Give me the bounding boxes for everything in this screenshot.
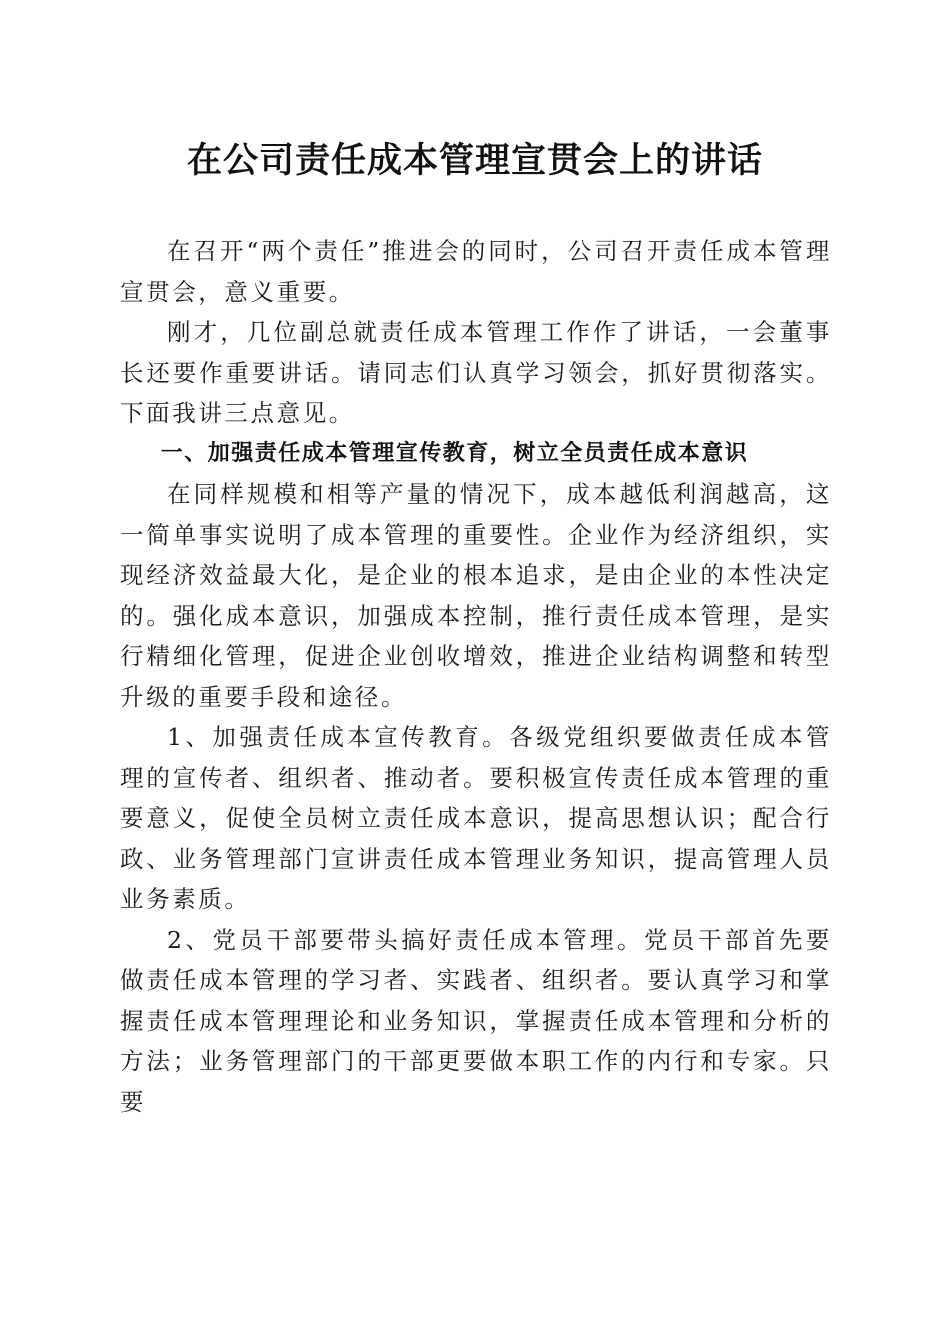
paragraph-intro: 在召开“两个责任”推进会的同时，公司召开责任成本管理宣贯会，意义重要。 [120,237,832,306]
document-body [120,231,832,1122]
page-title: 在公司责任成本管理宣贯会上的讲话 [186,141,763,181]
paragraph-cost-importance: 在同样规模和相等产量的情况下，成本越低利润越高，这一简单事实说明了成本管理的重要性。企业作为经济组织，实现经济效益最大化，是企业的根本追求，是由企业的本性决定的。强化成本意识，加强成本控制，推行责任成本管理，是实行精细化管理，促进企业创收增效，推进企业结构调整和转型升级的重要手段和途径。 [120,480,832,711]
section-heading: 一、加强责任成本管理宣传教育，树立全员责任成本意识 [160,440,749,466]
paragraph-point-2: 2、党员干部要带头搞好责任成本管理。党员干部首先要做责任成本管理的学习者、实践者、组织者。要认真学习和掌握责任成本管理理论和业务知识，掌握责任成本管理和分析的方法；业务管理部门的干部更要做本职工作的内行和专家。只要 [120,925,832,1116]
paragraph-point-1: 1、加强责任成本宣传教育。各级党组织要做责任成本管理的宣传者、组织者、推动者。要积极宣传责任成本管理的重要意义，促使全员树立责任成本意识，提高思想认识；配合行政、业务管理部门宣讲责任成本管理业务知识，提高管理人员业务素质。 [120,723,832,913]
paragraph-opening-remarks: 刚才，几位副总就责任成本管理工作作了讲话，一会董事长还要作重要讲话。请同志们认真学习领会，抓好贯彻落实。下面我讲三点意见。 [120,318,832,427]
